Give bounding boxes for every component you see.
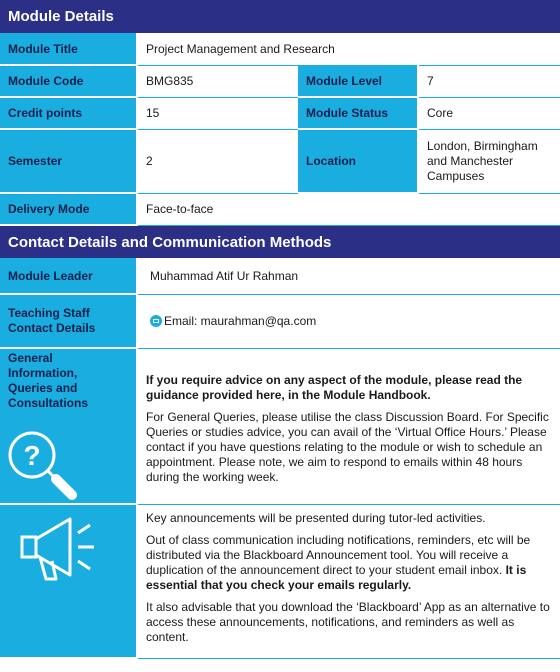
announcements-content <box>137 504 560 658</box>
module-details-heading: Module Details <box>0 0 560 33</box>
delivery-mode-label: Delivery Mode <box>0 193 137 225</box>
module-level-label: Module Level <box>298 65 418 97</box>
module-status-label: Module Status <box>298 97 418 129</box>
module-title-value: Project Management and Research <box>137 33 560 65</box>
delivery-mode-value: Face-to-face <box>137 193 560 225</box>
question-magnifier-icon <box>2 427 92 507</box>
general-info-label: General Information, Queries and Consultations <box>8 351 88 410</box>
general-info-content <box>137 348 560 504</box>
module-level-value: 7 <box>418 65 560 97</box>
announcement-para-2: Out of class communication including notifications, reminders, etc will be distributed via the Blackboard Announcement tool. You will receive a duplication of the announcement direct to your student email inbox. It is essential that you check your emails regularly. <box>146 532 531 592</box>
credit-points-label: Credit points <box>0 97 137 129</box>
teaching-staff-label: Teaching Staff Contact Details <box>0 294 137 348</box>
announcements-cell <box>0 504 137 658</box>
semester-label: Semester <box>0 129 137 193</box>
location-value: London, Birmingham and Manchester Campuses <box>418 129 560 193</box>
credit-points-value: 15 <box>137 97 298 129</box>
module-leader-label: Module Leader <box>0 258 137 294</box>
announcement-para-3: It also advisable that you download the ‘Blackboard’ App as an alternative to access these announcements, notifications, and reminders as well as content. <box>146 599 550 644</box>
module-status-value: Core <box>418 97 560 129</box>
module-details-table <box>0 0 560 226</box>
megaphone-icon <box>8 509 118 589</box>
contact-details-heading: Contact Details and Communication Methods <box>0 226 560 258</box>
module-title-label: Module Title <box>0 33 137 65</box>
module-leader-value: Muhammad Atif Ur Rahman <box>137 258 560 294</box>
staff-email[interactable]: Email: maurahman@qa.com <box>164 314 317 328</box>
module-code-label: Module Code <box>0 65 137 97</box>
module-code-value: BMG835 <box>137 65 298 97</box>
general-info-bold: If you require advice on any aspect of the module, please read the guidance provided here, in the Module Handbook. <box>146 372 523 402</box>
general-info-cell <box>0 348 137 504</box>
location-label: Location <box>298 129 418 193</box>
semester-value: 2 <box>137 129 298 193</box>
teaching-staff-email-cell <box>137 294 560 348</box>
svg-text:?: ? <box>23 440 41 471</box>
announcement-para-1: Key announcements will be presented during tutor-led activities. <box>146 510 486 525</box>
general-info-text: For General Queries, please utilise the class Discussion Board. For Specific Queries or studies advice, you can avail of the ‘Virtual Office Hours.’ Please contact if you have questions relating to the module or wish to schedule an appointment. Please note, we aim to respond to emails within 48 hours during the working week. <box>146 409 549 484</box>
contact-details-table <box>0 226 560 659</box>
email-icon <box>150 315 162 327</box>
